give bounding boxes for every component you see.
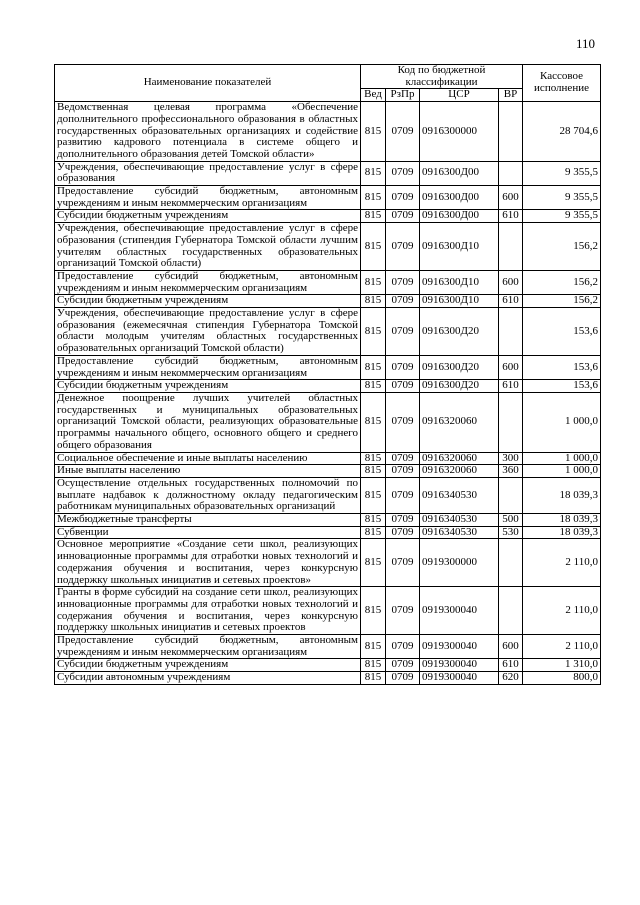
row-vr: 600 [499, 355, 523, 379]
table-row [55, 672, 601, 685]
row-vr [499, 539, 523, 587]
row-rzpr: 0709 [386, 526, 420, 539]
row-name: Иные выплаты населению [55, 465, 361, 478]
table-row [55, 102, 601, 162]
row-ved: 815 [361, 659, 386, 672]
row-vr: 620 [499, 672, 523, 685]
row-rzpr: 0709 [386, 355, 420, 379]
row-rzpr: 0709 [386, 452, 420, 465]
row-csr: 0916300Д10 [420, 295, 499, 308]
row-name: Учреждения, обеспечивающие предоставление услуг в сфере образования (стипендия Губернатора Томской области лучшим учителям областных государственных образовательных организаций Томской области) [55, 223, 361, 271]
row-name: Субсидии бюджетным учреждениям [55, 295, 361, 308]
row-rzpr: 0709 [386, 102, 420, 162]
row-ved: 815 [361, 526, 386, 539]
row-ved: 815 [361, 270, 386, 294]
row-csr: 0916300Д20 [420, 355, 499, 379]
row-rzpr: 0709 [386, 308, 420, 356]
table-row [55, 380, 601, 393]
row-amount: 2 110,0 [523, 587, 601, 635]
row-amount: 800,0 [523, 672, 601, 685]
row-amount: 153,6 [523, 355, 601, 379]
row-name: Предоставление субсидий бюджетным, автономным учреждениям и иным некоммерческим организациям [55, 635, 361, 659]
row-amount: 156,2 [523, 223, 601, 271]
row-vr: 530 [499, 526, 523, 539]
budget-table [54, 64, 601, 685]
row-name: Субсидии бюджетным учреждениям [55, 210, 361, 223]
row-amount: 9 355,5 [523, 210, 601, 223]
row-rzpr: 0709 [386, 514, 420, 527]
header-csr: ЦСР [420, 89, 499, 102]
row-rzpr: 0709 [386, 392, 420, 452]
row-amount: 1 000,0 [523, 452, 601, 465]
row-csr: 0916300Д10 [420, 223, 499, 271]
row-name: Субсидии автономным учреждениям [55, 672, 361, 685]
table-row [55, 210, 601, 223]
row-amount: 153,6 [523, 308, 601, 356]
row-csr: 0919300040 [420, 587, 499, 635]
table-body [55, 102, 601, 685]
row-csr: 0916340530 [420, 477, 499, 513]
row-csr: 0916320060 [420, 392, 499, 452]
row-name: Предоставление субсидий бюджетным, автономным учреждениям и иным некоммерческим организациям [55, 355, 361, 379]
row-rzpr: 0709 [386, 587, 420, 635]
row-csr: 0916300000 [420, 102, 499, 162]
row-ved: 815 [361, 452, 386, 465]
table-row [55, 161, 601, 185]
row-ved: 815 [361, 672, 386, 685]
row-rzpr: 0709 [386, 672, 420, 685]
row-vr [499, 308, 523, 356]
row-csr: 0916340530 [420, 514, 499, 527]
table-row [55, 465, 601, 478]
table-row [55, 659, 601, 672]
row-csr: 0916300Д10 [420, 270, 499, 294]
row-ved: 815 [361, 355, 386, 379]
row-amount: 1 000,0 [523, 465, 601, 478]
row-csr: 0916320060 [420, 465, 499, 478]
row-ved: 815 [361, 295, 386, 308]
row-csr: 0916340530 [420, 526, 499, 539]
row-ved: 815 [361, 635, 386, 659]
table-row [55, 452, 601, 465]
header-rzpr: РзПр [386, 89, 420, 102]
row-amount: 156,2 [523, 295, 601, 308]
row-vr: 610 [499, 380, 523, 393]
table-row [55, 514, 601, 527]
row-ved: 815 [361, 380, 386, 393]
row-csr: 0919300040 [420, 672, 499, 685]
row-ved: 815 [361, 102, 386, 162]
row-vr: 610 [499, 659, 523, 672]
row-amount: 1 310,0 [523, 659, 601, 672]
row-csr: 0916300Д20 [420, 380, 499, 393]
row-vr: 500 [499, 514, 523, 527]
row-rzpr: 0709 [386, 186, 420, 210]
row-vr: 600 [499, 635, 523, 659]
row-amount: 156,2 [523, 270, 601, 294]
row-ved: 815 [361, 539, 386, 587]
row-csr: 0916300Д20 [420, 308, 499, 356]
row-name: Учреждения, обеспечивающие предоставление услуг в сфере образования [55, 161, 361, 185]
row-vr [499, 477, 523, 513]
row-name: Ведомственная целевая программа «Обеспечение дополнительного профессионального образования в областных государственных образовательных организациях и содействие развитию кадрового потенциала в системе общего и дополнительного образования детей Томской области» [55, 102, 361, 162]
row-vr: 600 [499, 270, 523, 294]
row-csr: 0919300040 [420, 659, 499, 672]
row-ved: 815 [361, 477, 386, 513]
row-rzpr: 0709 [386, 295, 420, 308]
row-amount: 9 355,5 [523, 186, 601, 210]
row-amount: 18 039,3 [523, 526, 601, 539]
row-vr: 600 [499, 186, 523, 210]
row-ved: 815 [361, 587, 386, 635]
row-name: Гранты в форме субсидий на создание сети школ, реализующих инновационные программы для отработки новых технологий и содержания обучения и воспитания, через конкурсную поддержку школьных инициатив и сетевых проектов [55, 587, 361, 635]
row-vr [499, 223, 523, 271]
row-vr: 610 [499, 210, 523, 223]
row-name: Осуществление отдельных государственных полномочий по выплате надбавок к должностному окладу педагогическим работникам муниципальных образовательных организаций [55, 477, 361, 513]
row-rzpr: 0709 [386, 270, 420, 294]
row-rzpr: 0709 [386, 210, 420, 223]
row-amount: 2 110,0 [523, 635, 601, 659]
row-amount: 153,6 [523, 380, 601, 393]
header-code-group: Код по бюджетной классификации [361, 65, 523, 89]
table-row [55, 477, 601, 513]
row-csr: 0916320060 [420, 452, 499, 465]
row-name: Субсидии бюджетным учреждениям [55, 659, 361, 672]
row-csr: 0919300040 [420, 635, 499, 659]
row-rzpr: 0709 [386, 161, 420, 185]
table-row [55, 635, 601, 659]
table-row [55, 539, 601, 587]
row-ved: 815 [361, 186, 386, 210]
row-csr: 0916300Д00 [420, 186, 499, 210]
row-name: Социальное обеспечение и иные выплаты населению [55, 452, 361, 465]
row-amount: 9 355,5 [523, 161, 601, 185]
row-rzpr: 0709 [386, 635, 420, 659]
row-ved: 815 [361, 210, 386, 223]
row-ved: 815 [361, 161, 386, 185]
row-csr: 0916300Д00 [420, 161, 499, 185]
row-name: Межбюджетные трансферты [55, 514, 361, 527]
header-row-top [55, 65, 601, 89]
header-amount: Кассовое исполнение [523, 65, 601, 102]
table-row [55, 392, 601, 452]
row-csr: 0919300000 [420, 539, 499, 587]
row-name: Денежное поощрение лучших учителей областных государственных и муниципальных образовательных организаций Томской области, реализующих образовательные программы начального общего, основного общего и среднего общего образования [55, 392, 361, 452]
row-ved: 815 [361, 392, 386, 452]
row-vr [499, 161, 523, 185]
row-name: Учреждения, обеспечивающие предоставление услуг в сфере образования (ежемесячная стипендия Губернатора Томской области молодым учителям областных государственных образовательных организаций Томской области) [55, 308, 361, 356]
row-vr [499, 587, 523, 635]
row-amount: 1 000,0 [523, 392, 601, 452]
header-ved: Вед [361, 89, 386, 102]
row-rzpr: 0709 [386, 659, 420, 672]
row-name: Субсидии бюджетным учреждениям [55, 380, 361, 393]
table-row [55, 355, 601, 379]
row-ved: 815 [361, 223, 386, 271]
row-name: Предоставление субсидий бюджетным, автономным учреждениям и иным некоммерческим организациям [55, 186, 361, 210]
table-row [55, 308, 601, 356]
row-ved: 815 [361, 465, 386, 478]
row-name: Предоставление субсидий бюджетным, автономным учреждениям и иным некоммерческим организациям [55, 270, 361, 294]
row-rzpr: 0709 [386, 380, 420, 393]
row-amount: 2 110,0 [523, 539, 601, 587]
row-rzpr: 0709 [386, 465, 420, 478]
table-row [55, 295, 601, 308]
row-amount: 18 039,3 [523, 477, 601, 513]
row-ved: 815 [361, 308, 386, 356]
page-number: 110 [575, 36, 595, 51]
row-ved: 815 [361, 514, 386, 527]
row-vr [499, 102, 523, 162]
table-row [55, 223, 601, 271]
row-name: Основное мероприятие «Создание сети школ, реализующих инновационные программы для отработки новых технологий и содержания обучения и воспитания, через конкурсную поддержку школьных инициатив и сетевых проектов» [55, 539, 361, 587]
row-rzpr: 0709 [386, 539, 420, 587]
table-row [55, 526, 601, 539]
row-vr: 360 [499, 465, 523, 478]
row-vr: 610 [499, 295, 523, 308]
header-name: Наименование показателей [55, 65, 361, 102]
table-row [55, 186, 601, 210]
row-name: Субвенции [55, 526, 361, 539]
row-csr: 0916300Д00 [420, 210, 499, 223]
row-vr [499, 392, 523, 452]
row-amount: 18 039,3 [523, 514, 601, 527]
row-amount: 28 704,6 [523, 102, 601, 162]
row-rzpr: 0709 [386, 477, 420, 513]
table-row [55, 587, 601, 635]
row-rzpr: 0709 [386, 223, 420, 271]
row-vr: 300 [499, 452, 523, 465]
header-vr: ВР [499, 89, 523, 102]
table-row [55, 270, 601, 294]
